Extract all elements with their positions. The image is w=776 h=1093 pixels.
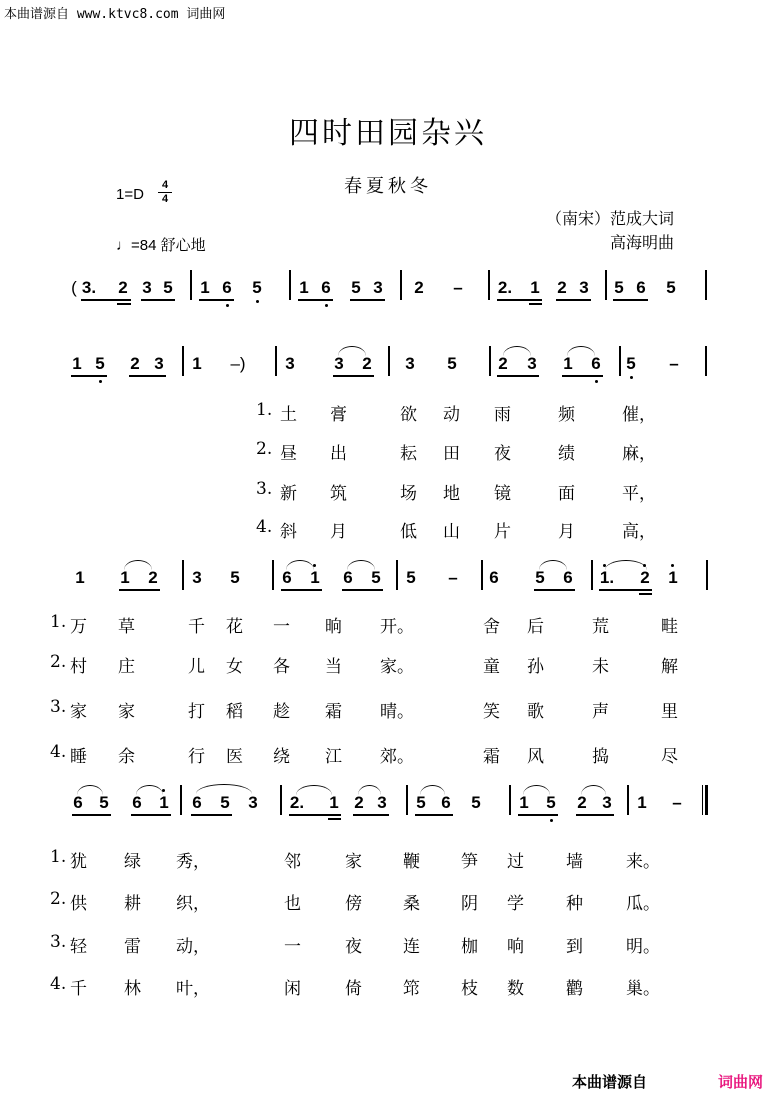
- barline: [388, 346, 390, 376]
- underline: [518, 814, 558, 816]
- underline: [534, 589, 575, 591]
- verse-number: 4.: [50, 742, 67, 762]
- lyric-char: 田: [443, 444, 460, 464]
- lyric-char: 睡: [70, 747, 87, 767]
- barline: [481, 560, 483, 590]
- underline: [281, 589, 322, 591]
- lyric-char: 捣: [592, 747, 609, 767]
- lyric-char: 畦: [661, 617, 678, 637]
- note: 3: [377, 793, 387, 812]
- underline: [131, 814, 171, 816]
- lyric-char: 解: [661, 657, 678, 677]
- low-octave-dot: [550, 819, 553, 822]
- staff-row-2: [0, 344, 776, 390]
- note: 5: [163, 278, 173, 297]
- underline: [71, 375, 107, 377]
- note: 5: [371, 568, 381, 587]
- underline: [353, 814, 389, 816]
- note: 3: [373, 278, 383, 297]
- note: 1: [637, 793, 647, 812]
- lyric-char: 打: [188, 702, 205, 722]
- lyric-char: 趁: [273, 702, 290, 722]
- time-signature-top: 4: [161, 179, 169, 191]
- song-subtitle: 春夏秋冬: [344, 176, 432, 197]
- lyric-char: 夜: [494, 444, 511, 464]
- underline: [415, 814, 453, 816]
- slur: [286, 560, 314, 570]
- lyric-char: 土: [280, 405, 297, 425]
- lyric-char: 尽: [661, 747, 678, 767]
- barline: [400, 270, 402, 300]
- lyric-char: 绩: [558, 444, 575, 464]
- note: 5: [614, 278, 624, 297]
- note: 5: [447, 354, 457, 373]
- lyric-char: 当: [325, 657, 342, 677]
- lyric-char: 声: [592, 702, 609, 722]
- lyric-char: 轻: [70, 937, 87, 957]
- lyric-char: 频: [558, 405, 575, 425]
- barline: [396, 560, 398, 590]
- barline: [280, 785, 282, 815]
- lyric-char: 后: [527, 617, 544, 637]
- slur: [605, 560, 647, 570]
- low-octave-dot: [630, 376, 633, 379]
- lyric-char: 花: [226, 617, 243, 637]
- barline: [489, 346, 491, 376]
- lyric-char: 草: [118, 617, 135, 637]
- note: 3: [405, 354, 415, 373]
- lyric-char: 来。: [626, 852, 660, 872]
- lyric-char: 欲: [400, 405, 417, 425]
- note: 2: [577, 793, 587, 812]
- lyric-char: 万: [70, 617, 87, 637]
- slur: [77, 785, 103, 795]
- underline: [333, 375, 374, 377]
- note: 5: [351, 278, 361, 297]
- barline: [605, 270, 607, 300]
- note: 1: [72, 354, 82, 373]
- verse-number: 2.: [256, 439, 273, 459]
- note: 5: [626, 354, 636, 373]
- note: 6: [489, 568, 499, 587]
- lyric-char: 供: [70, 894, 87, 914]
- note: 2: [148, 568, 158, 587]
- footer-brand-logo[interactable]: 词曲网: [718, 1073, 764, 1091]
- lyric-char: 雨: [494, 405, 511, 425]
- lyric-char: 耕: [124, 894, 141, 914]
- verse-number: 3.: [50, 697, 67, 717]
- lyric-char: 村: [70, 657, 87, 677]
- note: 6: [343, 568, 353, 587]
- lyric-char: 月: [330, 522, 347, 542]
- lyric-char: 犹: [70, 852, 87, 872]
- underline: [497, 299, 542, 301]
- note: 6: [132, 793, 142, 812]
- underline: [599, 589, 652, 591]
- underline: [117, 303, 131, 305]
- barline: [190, 270, 192, 300]
- lyric-char: 邻: [284, 852, 301, 872]
- lyric-char: 平，: [622, 484, 656, 504]
- underline: [289, 814, 341, 816]
- low-octave-dot: [595, 380, 598, 383]
- note: 6: [591, 354, 601, 373]
- barline: [289, 270, 291, 300]
- barline: [488, 270, 490, 300]
- note: 2: [498, 354, 508, 373]
- note: 1: [120, 568, 130, 587]
- lyric-char: 家。: [380, 657, 414, 677]
- verse-number: 4.: [256, 517, 273, 537]
- note: 6: [222, 278, 232, 297]
- note: 5: [95, 354, 105, 373]
- underline: [328, 818, 341, 820]
- underline: [141, 299, 175, 301]
- lyric-char: 高，: [622, 522, 656, 542]
- note: 1: [310, 568, 320, 587]
- final-barline: [702, 785, 708, 815]
- barline: [182, 346, 184, 376]
- underline: [199, 299, 234, 301]
- lyric-char: 枷: [461, 937, 478, 957]
- verse-number: 2.: [50, 652, 67, 672]
- underline: [576, 814, 614, 816]
- lyric-char: 家: [345, 852, 362, 872]
- underline: [191, 814, 232, 816]
- lyricist: （南宋）范成大词: [545, 209, 674, 228]
- slur: [358, 785, 381, 795]
- lyric-char: 里: [661, 702, 678, 722]
- note: 2: [354, 793, 364, 812]
- lyric-char: 林: [124, 979, 141, 999]
- lyric-char: 到: [566, 937, 583, 957]
- verse-number: 1.: [50, 847, 67, 867]
- slur: [567, 346, 595, 356]
- low-octave-dot: [325, 304, 328, 307]
- slur: [347, 560, 375, 570]
- barline: [627, 785, 629, 815]
- lyric-char: 明。: [626, 937, 660, 957]
- lyric-char: 麻，: [622, 444, 656, 464]
- note: 1: [668, 568, 678, 587]
- lyric-char: 墙: [566, 852, 583, 872]
- lyric-char: 江: [325, 747, 342, 767]
- lyric-char: 月: [558, 522, 575, 542]
- lyric-char: 夜: [345, 937, 362, 957]
- lyric-char: 叶，: [176, 979, 210, 999]
- underline: [562, 375, 603, 377]
- high-octave-dot: [671, 564, 674, 567]
- lyric-char: 瓜。: [626, 894, 660, 914]
- lyric-char: 千: [188, 617, 205, 637]
- time-signature-bottom: 4: [161, 193, 169, 205]
- barline: [272, 560, 274, 590]
- lyric-char: 余: [118, 747, 135, 767]
- lyric-char: 孙: [527, 657, 544, 677]
- note: 1: [299, 278, 309, 297]
- underline: [639, 593, 652, 595]
- note: 3: [285, 354, 295, 373]
- lyric-char: 连: [403, 937, 420, 957]
- lyric-char: 镜: [494, 484, 511, 504]
- note: 6: [636, 278, 646, 297]
- slur: [503, 346, 531, 356]
- time-signature: [158, 180, 172, 205]
- verse-number: 1.: [50, 612, 67, 632]
- lyric-char: 筇: [403, 979, 420, 999]
- note: 2.: [497, 278, 513, 297]
- lyric-char: 郊。: [380, 747, 414, 767]
- lyric-char: 千: [70, 979, 87, 999]
- lyric-char: 枝: [461, 979, 478, 999]
- lyric-char: 筑: [330, 484, 347, 504]
- note: 5: [99, 793, 109, 812]
- lyric-char: 绿: [124, 852, 141, 872]
- note: 2: [362, 354, 372, 373]
- song-title: 四时田园杂兴: [289, 116, 487, 151]
- header-watermark: 本曲谱源自 www.ktvc8.com 词曲网: [4, 7, 226, 22]
- lyric-char: 阴: [461, 894, 478, 914]
- lyric-char: 面: [558, 484, 575, 504]
- note: 6: [192, 793, 202, 812]
- lyric-char: 雷: [124, 937, 141, 957]
- barline: [705, 270, 707, 300]
- slur: [420, 785, 445, 795]
- lyric-char: 数: [507, 979, 524, 999]
- note: 5: [252, 278, 262, 297]
- note: 5: [546, 793, 556, 812]
- note: 5: [220, 793, 230, 812]
- note-dash-paren-close: –): [230, 354, 246, 373]
- verse-number: 3.: [50, 932, 67, 952]
- note: 1: [159, 793, 169, 812]
- paren-open: (: [71, 278, 77, 297]
- composer: 高海明曲: [609, 233, 674, 252]
- note: 3: [334, 354, 344, 373]
- barline: [591, 560, 593, 590]
- lyric-char: 家: [70, 702, 87, 722]
- lyric-char: 医: [226, 747, 243, 767]
- note: 3: [602, 793, 612, 812]
- note: 3: [142, 278, 152, 297]
- lyric-char: 响: [507, 937, 524, 957]
- note: 2.: [289, 793, 305, 812]
- note: 1: [519, 793, 529, 812]
- low-octave-dot: [256, 300, 259, 303]
- note: 2: [414, 278, 424, 297]
- underline: [613, 299, 648, 301]
- lyric-char: 女: [226, 657, 243, 677]
- note: 2: [640, 568, 650, 587]
- slur: [539, 560, 567, 570]
- lyric-char: 霜: [483, 747, 500, 767]
- lyric-char: 荒: [592, 617, 609, 637]
- note: 1: [200, 278, 210, 297]
- verse-number: 1.: [256, 400, 273, 420]
- lyric-char: 倚: [345, 979, 362, 999]
- lyric-char: 绕: [273, 747, 290, 767]
- key-signature: 1=D: [116, 186, 144, 203]
- note: 6: [441, 793, 451, 812]
- underline: [72, 814, 111, 816]
- note: 3.: [81, 278, 97, 297]
- staff-row-1: [0, 268, 776, 314]
- lyric-char: 一: [284, 937, 301, 957]
- lyric-char: 学: [507, 894, 524, 914]
- lyric-char: 鞭: [403, 852, 420, 872]
- footer-source-label: 本曲谱源自: [572, 1073, 648, 1091]
- lyric-char: 昼: [280, 444, 297, 464]
- note: 6: [282, 568, 292, 587]
- underline: [129, 375, 166, 377]
- lyric-char: 庄: [118, 657, 135, 677]
- note: 5: [666, 278, 676, 297]
- lyric-char: 傍: [345, 894, 362, 914]
- lyric-char: 秀，: [176, 852, 210, 872]
- slur: [581, 785, 606, 795]
- lyric-char: 晴。: [380, 702, 414, 722]
- note-dash: –: [672, 793, 682, 812]
- note: 3: [527, 354, 537, 373]
- slur: [523, 785, 550, 795]
- slur: [196, 784, 252, 794]
- underline: [342, 589, 383, 591]
- lyric-char: 晌: [325, 617, 342, 637]
- note: 1: [329, 793, 339, 812]
- note: 1.: [599, 568, 615, 587]
- barline: [705, 346, 707, 376]
- lyric-char: 风: [527, 747, 544, 767]
- underline: [497, 375, 539, 377]
- barline: [509, 785, 511, 815]
- barline: [180, 785, 182, 815]
- lyric-char: 片: [494, 522, 511, 542]
- staff-row-3: [0, 558, 776, 604]
- lyric-char: 斜: [280, 522, 297, 542]
- note-dash: –: [669, 354, 679, 373]
- note: 2: [118, 278, 128, 297]
- barline: [275, 346, 277, 376]
- lyric-char: 闲: [284, 979, 301, 999]
- low-octave-dot: [226, 304, 229, 307]
- lyric-char: 各: [273, 657, 290, 677]
- note: 3: [192, 568, 202, 587]
- staff-row-4: [0, 783, 776, 829]
- lyric-char: 耘: [400, 444, 417, 464]
- slur: [136, 785, 163, 795]
- verse-number: 2.: [50, 889, 67, 909]
- note: 3: [248, 793, 258, 812]
- note: 5: [406, 568, 416, 587]
- barline: [406, 785, 408, 815]
- note: 3: [154, 354, 164, 373]
- lyric-char: 笑: [483, 702, 500, 722]
- lyric-char: 催，: [622, 405, 656, 425]
- lyric-char: 也: [284, 894, 301, 914]
- note-dash: –: [453, 278, 463, 297]
- note-dash: –: [448, 568, 458, 587]
- underline: [298, 299, 333, 301]
- lyric-char: 一: [273, 617, 290, 637]
- note: 5: [471, 793, 481, 812]
- slur: [296, 785, 332, 795]
- note: 3: [579, 278, 589, 297]
- lyric-char: 地: [443, 484, 460, 504]
- lyric-char: 出: [330, 444, 347, 464]
- lyric-char: 巢。: [626, 979, 660, 999]
- note: 2: [130, 354, 140, 373]
- lyric-char: 山: [443, 522, 460, 542]
- lyric-char: 舍: [483, 617, 500, 637]
- lyric-char: 动: [443, 405, 460, 425]
- lyric-char: 儿: [188, 657, 205, 677]
- slur: [124, 560, 152, 570]
- note: 6: [563, 568, 573, 587]
- underline: [556, 299, 591, 301]
- lyric-char: 织，: [176, 894, 210, 914]
- note: 6: [321, 278, 331, 297]
- lyric-char: 未: [592, 657, 609, 677]
- lyric-char: 膏: [330, 405, 347, 425]
- lyric-char: 低: [400, 522, 417, 542]
- lyric-char: 场: [400, 484, 417, 504]
- lyric-char: 开。: [380, 617, 414, 637]
- barline: [182, 560, 184, 590]
- lyric-char: 稻: [226, 702, 243, 722]
- lyric-char: 霜: [325, 702, 342, 722]
- note: 1: [530, 278, 540, 297]
- lyric-char: 种: [566, 894, 583, 914]
- low-octave-dot: [99, 380, 102, 383]
- lyric-char: 笋: [461, 852, 478, 872]
- verse-number: 3.: [256, 479, 273, 499]
- lyric-char: 新: [280, 484, 297, 504]
- lyric-char: 行: [188, 747, 205, 767]
- lyric-char: 鹳: [566, 979, 583, 999]
- note: 5: [416, 793, 426, 812]
- note: 1: [192, 354, 202, 373]
- underline: [119, 589, 160, 591]
- lyric-char: 动，: [176, 937, 210, 957]
- lyric-char: 歌: [527, 702, 544, 722]
- lyric-char: 家: [118, 702, 135, 722]
- note: 5: [535, 568, 545, 587]
- verse-number: 4.: [50, 974, 67, 994]
- underline: [81, 299, 131, 301]
- note: 6: [73, 793, 83, 812]
- barline: [619, 346, 621, 376]
- underline: [529, 303, 542, 305]
- barline: [706, 560, 708, 590]
- lyric-char: 过: [507, 852, 524, 872]
- note: 2: [557, 278, 567, 297]
- note: 1: [75, 568, 85, 587]
- note: 5: [230, 568, 240, 587]
- lyric-char: 童: [483, 657, 500, 677]
- tempo-marking: ♩=84 舒心地: [116, 237, 206, 254]
- note: 1: [563, 354, 573, 373]
- slur: [338, 346, 366, 356]
- underline: [350, 299, 385, 301]
- lyric-char: 桑: [403, 894, 420, 914]
